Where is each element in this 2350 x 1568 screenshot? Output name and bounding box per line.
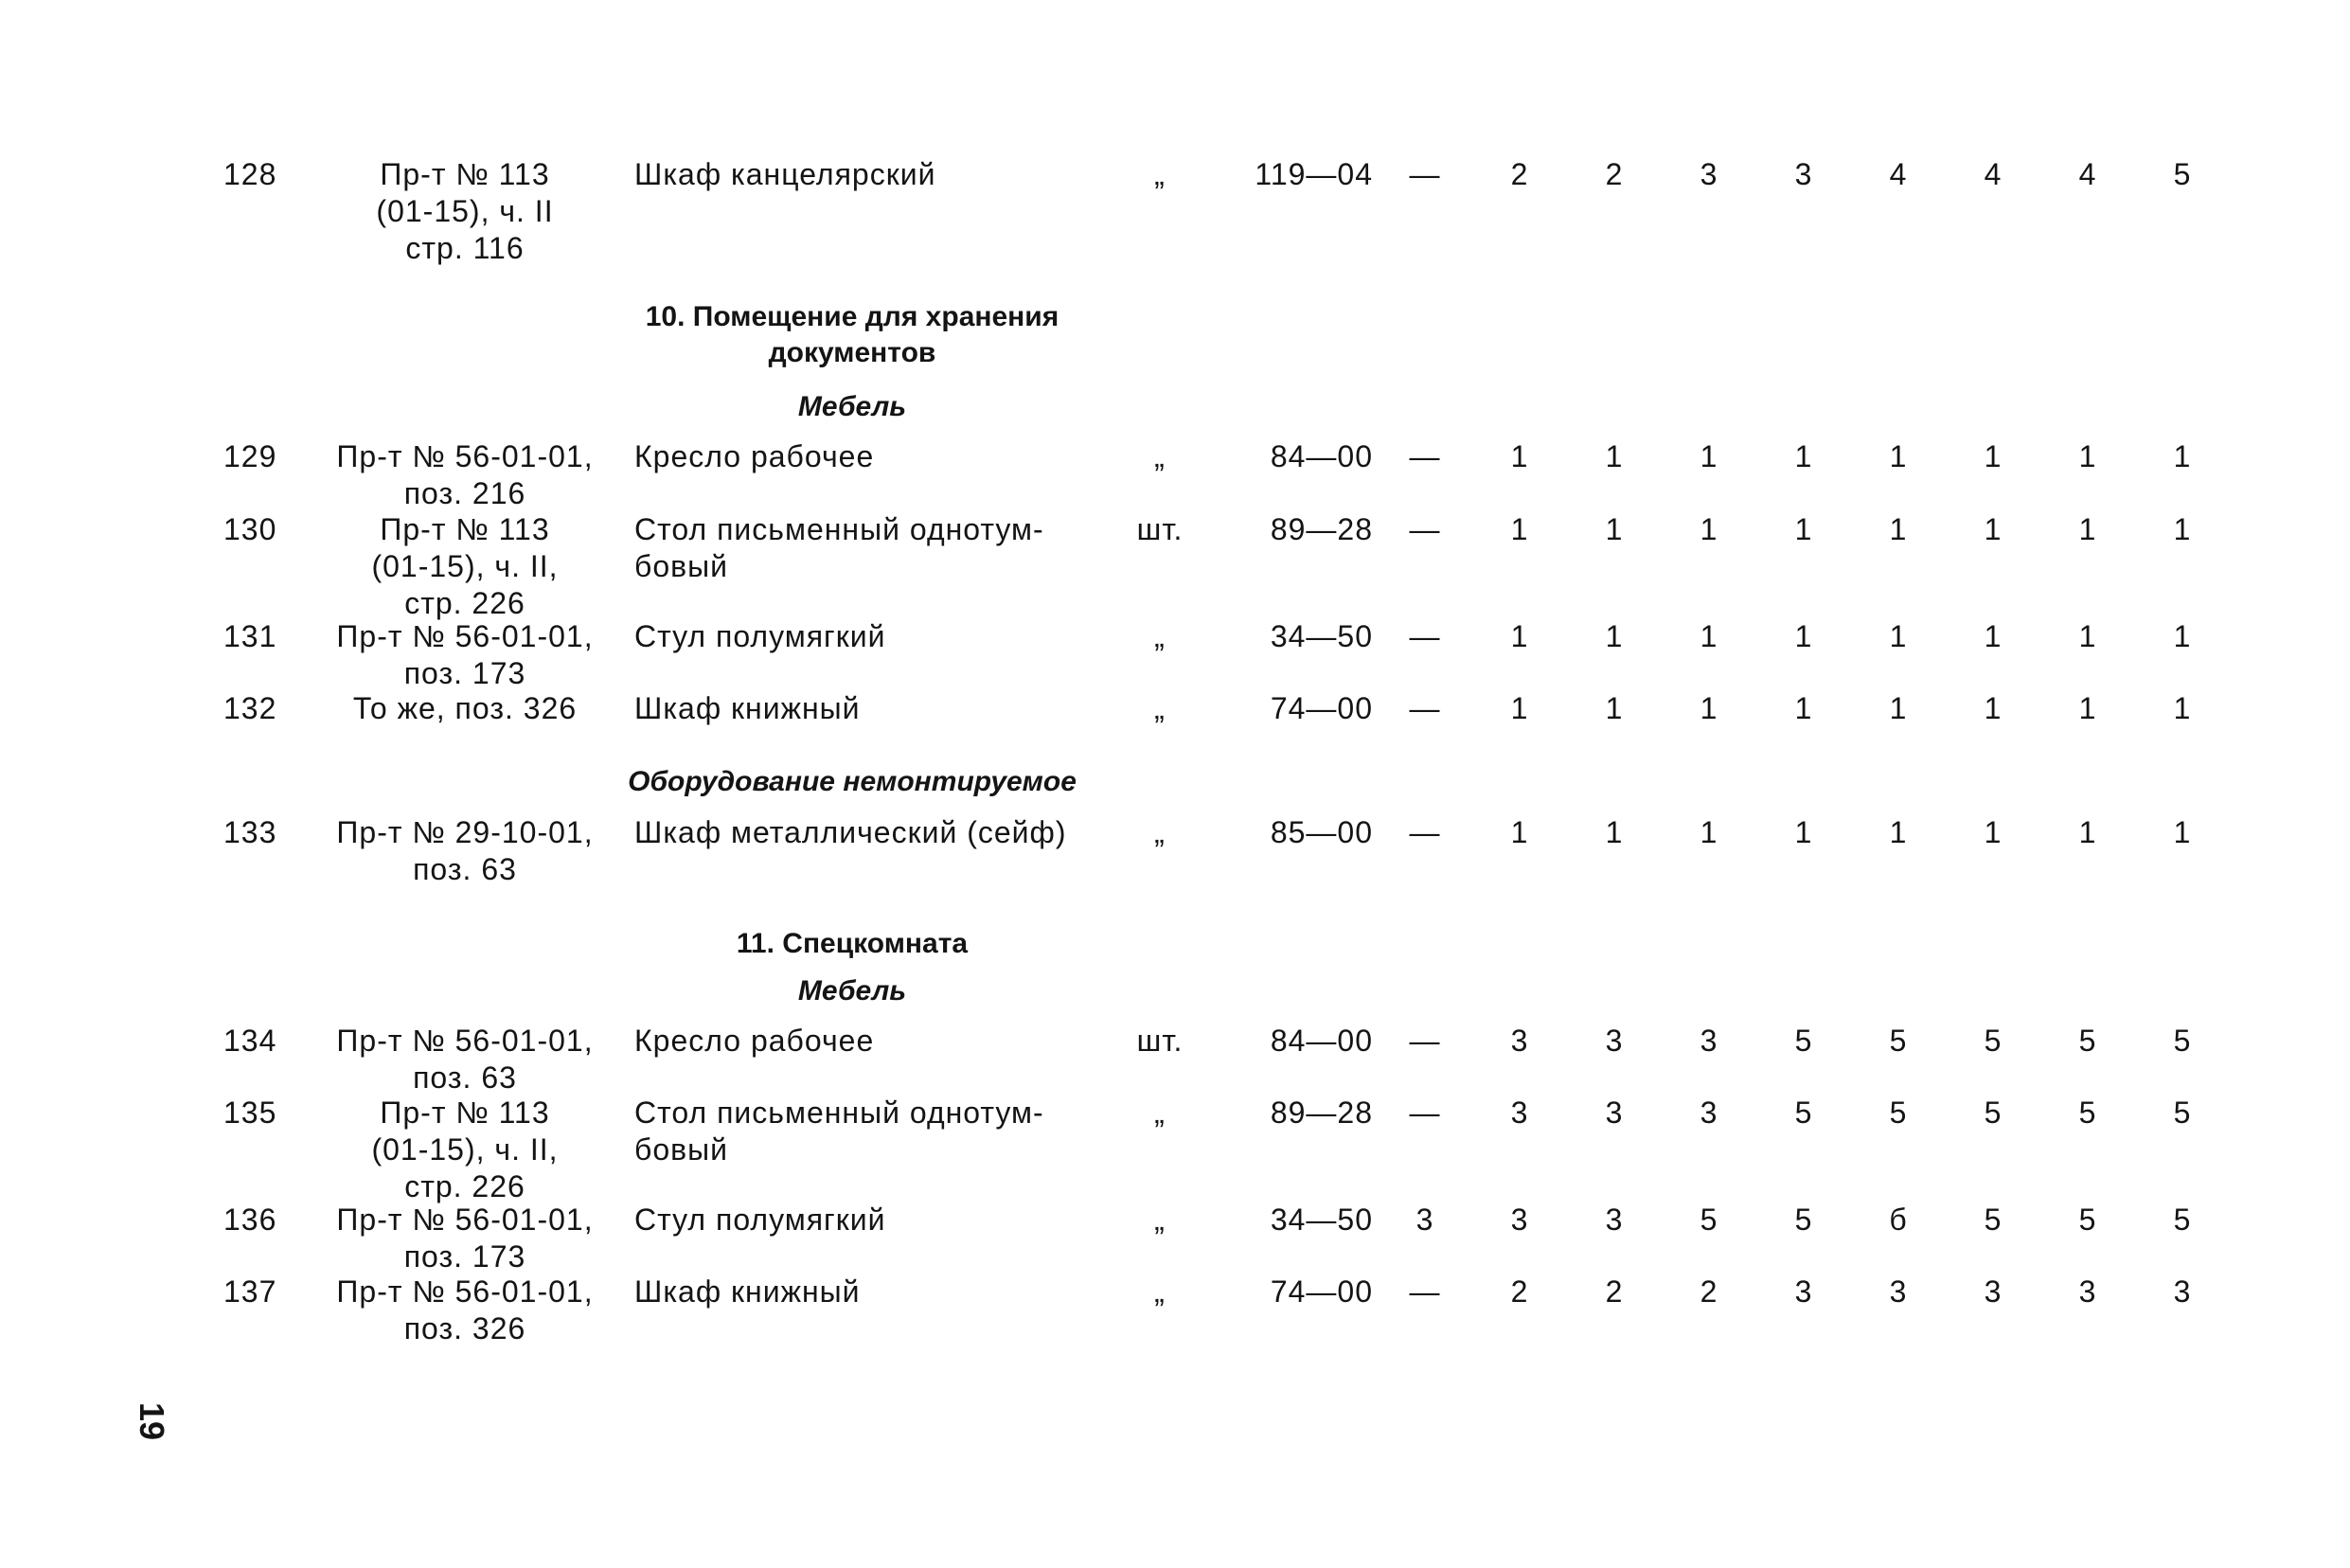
unit-cell: „: [1154, 1096, 1166, 1130]
quantity-cell: 2: [1605, 1274, 1624, 1309]
quantity-cell: 5: [1889, 1096, 1908, 1130]
item-name-cell: [634, 1202, 885, 1238]
quantity-cell: 1: [1889, 815, 1908, 849]
quantity-cell: 1: [2078, 691, 2097, 725]
quantity-cell: 4: [1984, 157, 2003, 191]
item-name-line: Стол письменный однотум-: [634, 1096, 1044, 1130]
quantity-cell: 1: [1889, 439, 1908, 473]
reference-line: Пр-т № 113: [380, 512, 550, 546]
item-name-line: Стул полумягкий: [634, 619, 886, 653]
reference-line: Пр-т № 113: [380, 1096, 550, 1130]
unit-cell: „: [1154, 157, 1166, 191]
quantity-cell: 1: [1700, 512, 1718, 546]
quantity-cell: 1: [1510, 512, 1529, 546]
price-cell: 85—00: [1270, 815, 1373, 849]
reference-line: Пр-т № 56-01-01,: [336, 1274, 594, 1309]
quantity-cell: 3: [1605, 1096, 1624, 1130]
price-cell: 89—28: [1270, 512, 1373, 546]
quantity-cell: 3: [1605, 1024, 1624, 1058]
unit-cell: „: [1154, 619, 1166, 653]
item-name-line: Шкаф книжный: [634, 691, 861, 725]
quantity-cell: 3: [1889, 1274, 1908, 1309]
section-heading: [540, 299, 1165, 371]
item-number: 135: [223, 1096, 277, 1130]
quantity-cell: —: [1409, 1274, 1441, 1309]
unit-cell: шт.: [1136, 1024, 1184, 1058]
quantity-cell: 1: [1794, 619, 1813, 653]
item-number: 130: [223, 512, 277, 546]
price-cell: 119—04: [1255, 157, 1373, 191]
item-number: 129: [223, 439, 277, 473]
unit-cell: „: [1154, 815, 1166, 849]
price-cell: 34—50: [1270, 619, 1373, 653]
quantity-cell: 1: [1605, 439, 1624, 473]
quantity-cell: 3: [1510, 1096, 1529, 1130]
reference-cell: [328, 156, 602, 267]
item-name-line: бовый: [634, 1132, 728, 1167]
quantity-cell: 3: [1605, 1203, 1624, 1237]
quantity-cell: —: [1409, 691, 1441, 725]
section-heading-line: 10. Помещение для хранения: [645, 301, 1059, 332]
quantity-cell: 5: [1794, 1096, 1813, 1130]
quantity-cell: 5: [1700, 1203, 1718, 1237]
quantity-cell: 1: [1984, 439, 2003, 473]
item-number: 134: [223, 1024, 277, 1058]
quantity-cell: 1: [1510, 691, 1529, 725]
quantity-cell: 3: [1415, 1203, 1434, 1237]
quantity-cell: 1: [2078, 815, 2097, 849]
price-cell: 34—50: [1270, 1203, 1373, 1237]
section-heading-line: документов: [768, 337, 936, 368]
item-name-cell: [634, 1023, 874, 1060]
reference-cell: [328, 1202, 602, 1275]
item-number: 131: [223, 619, 277, 653]
reference-cell: [328, 1023, 602, 1096]
quantity-cell: 1: [1889, 512, 1908, 546]
quantity-cell: 1: [1510, 439, 1529, 473]
item-name-line: бовый: [634, 549, 728, 583]
quantity-cell: 1: [1984, 815, 2003, 849]
quantity-cell: 1: [1984, 691, 2003, 725]
unit-cell: „: [1154, 691, 1166, 725]
quantity-cell: 5: [2078, 1096, 2097, 1130]
reference-line: стр. 226: [404, 1169, 525, 1203]
reference-cell: [328, 618, 602, 692]
quantity-cell: 5: [1889, 1024, 1908, 1058]
item-number: 128: [223, 157, 277, 191]
quantity-cell: 3: [1510, 1024, 1529, 1058]
unit-cell: „: [1154, 1274, 1166, 1309]
item-name-cell: [634, 618, 885, 655]
quantity-cell: 1: [2173, 691, 2192, 725]
reference-line: (01-15), ч. II,: [371, 1132, 559, 1167]
reference-cell: [328, 1095, 602, 1205]
quantity-cell: 5: [2173, 1096, 2192, 1130]
quantity-cell: 1: [1984, 619, 2003, 653]
quantity-cell: 3: [1794, 1274, 1813, 1309]
reference-line: Пр-т № 29-10-01,: [336, 815, 594, 849]
reference-line: (01-15), ч. II,: [371, 549, 559, 583]
quantity-cell: 5: [2078, 1203, 2097, 1237]
reference-line: Пр-т № 56-01-01,: [336, 1024, 594, 1058]
quantity-cell: 5: [1984, 1096, 2003, 1130]
price-cell: 84—00: [1270, 439, 1373, 473]
subsection-heading: Мебель: [797, 975, 907, 1007]
quantity-cell: 1: [1605, 815, 1624, 849]
quantity-cell: 1: [2173, 512, 2192, 546]
price-cell: 74—00: [1270, 1274, 1373, 1309]
item-name-line: Кресло рабочее: [634, 439, 875, 473]
item-name-cell: [634, 814, 1067, 851]
quantity-cell: —: [1409, 815, 1441, 849]
quantity-cell: 3: [1794, 157, 1813, 191]
unit-cell: „: [1154, 439, 1166, 473]
quantity-cell: 1: [1700, 691, 1718, 725]
quantity-cell: 1: [1510, 619, 1529, 653]
quantity-cell: 1: [1984, 512, 2003, 546]
quantity-cell: 2: [1510, 157, 1529, 191]
quantity-cell: 1: [2078, 512, 2097, 546]
quantity-cell: 2: [1510, 1274, 1529, 1309]
quantity-cell: 3: [2173, 1274, 2192, 1309]
quantity-cell: 3: [1700, 1096, 1718, 1130]
quantity-cell: 5: [2078, 1024, 2097, 1058]
quantity-cell: 1: [1794, 691, 1813, 725]
reference-line: Пр-т № 56-01-01,: [336, 619, 594, 653]
page-number: 19: [133, 1401, 172, 1441]
quantity-cell: 1: [1889, 691, 1908, 725]
quantity-cell: 3: [1700, 157, 1718, 191]
quantity-cell: —: [1409, 512, 1441, 546]
item-name-cell: [634, 1095, 1044, 1168]
reference-cell: [328, 511, 602, 622]
quantity-cell: 4: [2078, 157, 2097, 191]
quantity-cell: 5: [1794, 1203, 1813, 1237]
quantity-cell: 5: [1984, 1024, 2003, 1058]
item-name-cell: [634, 156, 935, 193]
quantity-cell: —: [1409, 1096, 1441, 1130]
quantity-cell: 2: [1605, 157, 1624, 191]
item-name-line: Шкаф металлический (сейф): [634, 815, 1067, 849]
quantity-cell: —: [1409, 619, 1441, 653]
reference-line: поз. 63: [413, 852, 517, 886]
reference-line: стр. 116: [405, 231, 525, 265]
item-name-cell: [634, 511, 1044, 585]
item-name-cell: [634, 690, 861, 727]
quantity-cell: 1: [1700, 619, 1718, 653]
quantity-cell: 1: [1700, 439, 1718, 473]
item-name-line: Стол письменный однотум-: [634, 512, 1044, 546]
item-number: 136: [223, 1203, 277, 1237]
reference-line: поз. 63: [413, 1060, 517, 1095]
quantity-cell: 1: [1794, 512, 1813, 546]
item-number: 132: [223, 691, 277, 725]
item-name-line: Кресло рабочее: [634, 1024, 875, 1058]
price-cell: 89—28: [1270, 1096, 1373, 1130]
item-name-cell: [634, 1274, 861, 1310]
price-cell: 74—00: [1270, 691, 1373, 725]
quantity-cell: 1: [2078, 439, 2097, 473]
reference-line: (01-15), ч. II: [376, 194, 554, 228]
quantity-cell: 1: [1605, 619, 1624, 653]
reference-line: поз. 216: [403, 476, 526, 510]
quantity-cell: 5: [1984, 1203, 2003, 1237]
quantity-cell: 5: [2173, 1203, 2192, 1237]
reference-line: поз. 326: [403, 1311, 526, 1345]
quantity-cell: 5: [2173, 1024, 2192, 1058]
item-name-line: Стул полумягкий: [634, 1203, 886, 1237]
quantity-cell: 4: [1889, 157, 1908, 191]
quantity-cell: б: [1889, 1203, 1908, 1237]
unit-cell: шт.: [1136, 512, 1184, 546]
quantity-cell: 1: [2173, 439, 2192, 473]
reference-cell: [328, 814, 602, 888]
quantity-cell: —: [1409, 1024, 1441, 1058]
subsection-heading: Оборудование немонтируемое: [628, 766, 1077, 797]
reference-line: Пр-т № 113: [380, 157, 550, 191]
quantity-cell: 1: [1605, 512, 1624, 546]
subsection-heading: Мебель: [797, 391, 907, 422]
item-name-cell: [634, 438, 874, 475]
reference-line: То же, поз. 326: [352, 691, 578, 725]
quantity-cell: 2: [1700, 1274, 1718, 1309]
quantity-cell: 3: [2078, 1274, 2097, 1309]
quantity-cell: 1: [2078, 619, 2097, 653]
reference-line: поз. 173: [403, 1239, 526, 1274]
section-heading-line: 11. Спецкомната: [736, 928, 969, 959]
item-name-line: Шкаф канцелярский: [634, 157, 936, 191]
item-name-line: Шкаф книжный: [634, 1274, 861, 1309]
quantity-cell: 3: [1984, 1274, 2003, 1309]
quantity-cell: 5: [1794, 1024, 1813, 1058]
quantity-cell: 1: [1794, 439, 1813, 473]
reference-line: Пр-т № 56-01-01,: [336, 1203, 594, 1237]
quantity-cell: 1: [1510, 815, 1529, 849]
quantity-cell: 1: [1700, 815, 1718, 849]
quantity-cell: 1: [1889, 619, 1908, 653]
reference-line: стр. 226: [404, 586, 525, 620]
reference-cell: [328, 690, 602, 727]
reference-line: поз. 173: [403, 656, 526, 690]
reference-cell: [328, 1274, 602, 1347]
reference-line: Пр-т № 56-01-01,: [336, 439, 594, 473]
section-heading: [540, 926, 1165, 962]
quantity-cell: 3: [1700, 1024, 1718, 1058]
item-number: 133: [223, 815, 277, 849]
price-cell: 84—00: [1270, 1024, 1373, 1058]
quantity-cell: 1: [2173, 815, 2192, 849]
quantity-cell: 5: [2173, 157, 2192, 191]
quantity-cell: 1: [1605, 691, 1624, 725]
quantity-cell: 1: [1794, 815, 1813, 849]
quantity-cell: —: [1409, 439, 1441, 473]
quantity-cell: 3: [1510, 1203, 1529, 1237]
item-number: 137: [223, 1274, 277, 1309]
quantity-cell: 1: [2173, 619, 2192, 653]
reference-cell: [328, 438, 602, 512]
unit-cell: „: [1154, 1203, 1166, 1237]
quantity-cell: —: [1409, 157, 1441, 191]
